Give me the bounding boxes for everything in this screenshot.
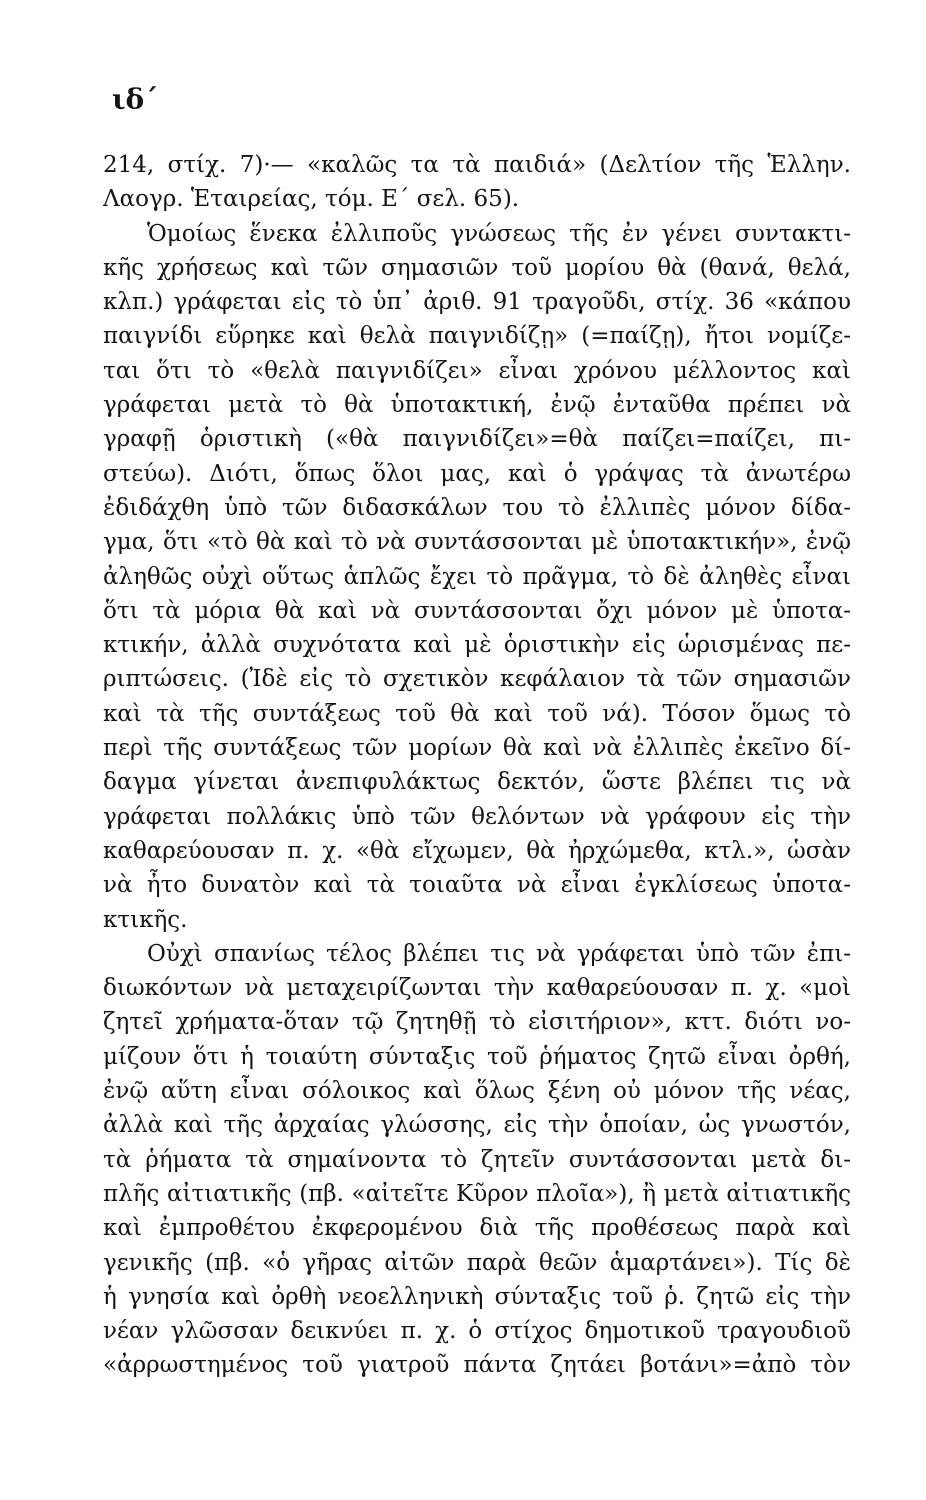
text-line: ται ὅτι τὸ «θελὰ παιγνιδίζει» εἶναι χρόνου μέλλοντος καὶ — [103, 357, 851, 384]
text-line: τὰ ῥήματα τὰ σημαίνοντα τὸ ζητεῖν συντάσσονται μετὰ δι- — [103, 1146, 851, 1173]
text-line: 214, στίχ. 7)·— «καλῶς τα τὰ παιδιά» (Δελτίον τῆς Ἑλλην. — [103, 152, 851, 178]
page-number: ιδ΄ — [112, 83, 159, 116]
text-line: μίζουν ὅτι ἡ τοιαύτη σύνταξις τοῦ ῥήματος ζητῶ εἶναι ὀρθή, — [103, 1043, 851, 1070]
text-line: γράφεται μετὰ τὸ θὰ ὑποτακτική, ἐνῷ ἐνταῦθα πρέπει νὰ — [103, 392, 851, 419]
text-line: παιγνίδι εὕρηκε καὶ θελὰ παιγνιδίζῃ» (=παίζῃ), ἤτοι νομίζε- — [103, 323, 851, 350]
text-line: ἡ γνησία καὶ ὀρθὴ νεοελληνικὴ σύνταξις τοῦ ῥ. ζητῶ εἰς τὴν — [103, 1283, 851, 1310]
text-line: περὶ τῆς συντάξεως τῶν μορίων θὰ καὶ νὰ ἐλλιπὲς ἐκεῖνο δί- — [103, 735, 851, 762]
text-line: κτικῆς. — [103, 906, 188, 933]
text-line: ἐδιδάχθη ὑπὸ τῶν διδασκάλων του τὸ ἐλλιπὲς μόνον δίδα- — [103, 494, 851, 521]
text-line: κλπ.) γράφεται εἰς τὸ ὑπ᾽ ἀριθ. 91 τραγοῦδι, στίχ. 36 «κάπου — [103, 289, 851, 316]
text-line: πλῆς αἰτιατικῆς (πβ. «αἰτεῖτε Κῦρον πλοῖα»), ἢ μετὰ αἰτιατικῆς — [103, 1180, 851, 1207]
text-line: διωκόντων νὰ μεταχειρίζωνται τὴν καθαρεύουσαν π. χ. «μοὶ — [103, 975, 851, 1002]
text-line: γενικῆς (πβ. «ὁ γῆρας αἰτῶν παρὰ θεῶν ἁμαρτάνει»). Τίς δὲ — [103, 1249, 851, 1276]
text-line: νέαν γλῶσσαν δεικνύει π. χ. ὁ στίχος δημοτικοῦ τραγουδιοῦ — [103, 1318, 851, 1345]
text-line: καθαρεύουσαν π. χ. «θὰ εἴχωμεν, θὰ ἠρχώμεθα, κτλ.», ὡσὰν — [103, 837, 851, 864]
text-line: κτικήν, ἀλλὰ συχνότατα καὶ μὲ ὁριστικὴν εἰς ὡρισμένας πε- — [103, 632, 851, 659]
text-line: ζητεῖ χρήματα-ὅταν τῷ ζητηθῇ τὸ εἰσιτήριον», κττ. διότι νο- — [103, 1009, 851, 1036]
text-line: Οὐχὶ σπανίως τέλος βλέπει τις νὰ γράφεται ὑπὸ τῶν ἐπι- — [147, 940, 851, 967]
text-line: Ὁμοίως ἕνεκα ἐλλιποῦς γνώσεως τῆς ἐν γένει συντακτι- — [147, 220, 851, 247]
text-line: δαγμα γίνεται ἀνεπιφυλάκτως δεκτόν, ὥστε βλέπει τις νὰ — [103, 769, 851, 796]
text-line: ριπτώσεις. (Ἰδὲ εἰς τὸ σχετικὸν κεφάλαιον τὰ τῶν σημασιῶν — [103, 666, 851, 693]
text-line: νὰ ἦτο δυνατὸν καὶ τὰ τοιαῦτα νὰ εἶναι ἐγκλίσεως ὑποτα- — [103, 872, 851, 899]
text-line: κῆς χρήσεως καὶ τῶν σημασιῶν τοῦ μορίου θὰ (θανά, θελά, — [103, 254, 851, 281]
text-line: γράφεται πολλάκις ὑπὸ τῶν θελόντων νὰ γράφουν εἰς τὴν — [103, 803, 851, 830]
text-line: Λαογρ. Ἑταιρείας, τόμ. Ε΄ σελ. 65). — [103, 186, 520, 213]
text-line: ὅτι τὰ μόρια θὰ καὶ νὰ συντάσσονται ὄχι μόνον μὲ ὑποτα- — [103, 597, 851, 624]
text-line: καὶ τὰ τῆς συντάξεως τοῦ θὰ καὶ τοῦ νά). Τόσον ὅμως τὸ — [103, 700, 851, 727]
text-line: στεύω). Διότι, ὅπως ὅλοι μας, καὶ ὁ γράψας τὰ ἀνωτέρω — [103, 460, 851, 487]
text-line: γραφῇ ὁριστικὴ («θὰ παιγνιδίζει»=θὰ παίζει=παίζει, πι- — [103, 426, 851, 453]
text-line: καὶ ἐμπροθέτου ἐκφερομένου διὰ τῆς προθέσεως παρὰ καὶ — [103, 1215, 851, 1242]
text-line: ἀλλὰ καὶ τῆς ἀρχαίας γλώσσης, εἰς τὴν ὁποίαν, ὡς γνωστόν, — [103, 1112, 851, 1139]
text-line: γμα, ὅτι «τὸ θὰ καὶ τὸ νὰ συντάσσονται μὲ ὑποτακτικήν», ἐνῷ — [103, 529, 851, 556]
text-line: ἀληθῶς οὐχὶ οὕτως ἁπλῶς ἔχει τὸ πρᾶγμα, τὸ δὲ ἀληθὲς εἶναι — [103, 563, 851, 590]
body-text — [103, 148, 851, 1383]
text-line: ἐνῷ αὕτη εἶναι σόλοικος καὶ ὅλως ξένη οὐ μόνον τῆς νέας, — [103, 1078, 851, 1105]
text-line: «ἀρρωστημένος τοῦ γιατροῦ πάντα ζητάει βοτάνι»=ἀπὸ τὸν — [103, 1352, 851, 1379]
